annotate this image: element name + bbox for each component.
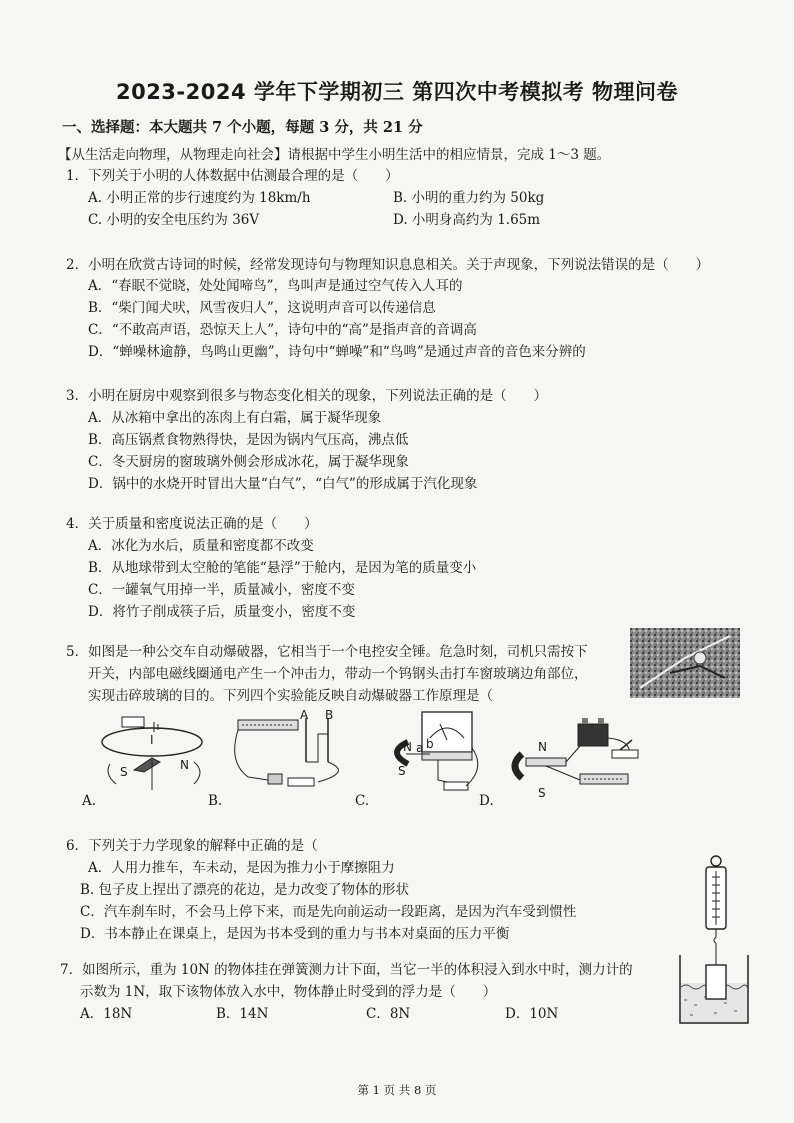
q5-option-c: C. — [355, 793, 370, 809]
q7-option-b: B．14N — [216, 1006, 269, 1022]
q2-stem: 2．小明在欣赏古诗词的时候，经常发现诗句与物理知识息息相关。关于声现象，下列说法错误的是（ ） — [66, 257, 710, 273]
q2-option-c: C．“不敢高声语，恐惊天上人”，诗句中的“高”是指声音的音调高 — [88, 322, 477, 338]
figure-a-oersted — [94, 712, 214, 802]
q7-line-1: 7．如图所示，重为 10N 的物体挂在弹簧测力计下面，当它一半的体积浸入到水中时，测力计的 — [60, 962, 633, 978]
figure-b-label-a: A — [300, 708, 309, 722]
figure-a-south-label: S — [120, 765, 128, 779]
q1-option-a: A. 小明正常的步行速度约为 18km/h — [88, 190, 311, 206]
q4-option-a: A．冰化为水后，质量和密度都不改变 — [88, 538, 314, 554]
q5-line-3: 实现击碎玻璃的目的。下列四个实验能反映自动爆破器工作原理是（ — [88, 688, 493, 704]
q3-option-a: A．从冰箱中拿出的冻肉上有白霜，属于凝华现象 — [88, 410, 382, 426]
spring-balance-figure — [672, 855, 754, 1030]
q5-line-2: 开关，内部电磁线圈通电产生一个冲击力，带动一个钨钢头击打车窗玻璃边角部位， — [88, 666, 588, 682]
q6-option-d: D．书本静止在课桌上，是因为书本受到的重力与书本对桌面的压力平衡 — [80, 926, 510, 942]
figure-b-apparatus — [228, 712, 358, 802]
q6-option-c: C．汽车刹车时，不会马上停下来，而是先向前运动一段距离，是因为汽车受到惯性 — [80, 904, 577, 920]
figure-c-label-a: a — [416, 741, 424, 755]
exam-title: 2023-2024 学年下学期初三 第四次中考模拟考 物理问卷 — [115, 80, 679, 104]
q6-stem: 6．下列关于力学现象的解释中正确的是（ — [66, 838, 318, 854]
figure-a-north-label: N — [180, 758, 189, 772]
figure-c-label-b: b — [426, 737, 434, 751]
q3-option-b: B．高压锅煮食物熟得快，是因为锅内气压高，沸点低 — [88, 432, 409, 448]
figure-c-north-label: N — [403, 740, 412, 754]
q4-stem: 4．关于质量和密度说法正确的是（ ） — [66, 516, 318, 532]
q5-line-1: 5．如图是一种公交车自动爆破器，它相当于一个电控安全锤。危急时刻，司机只需按下 — [66, 644, 588, 660]
q4-option-b: B．从地球带到太空舱的笔能“悬浮”于舱内，是因为笔的质量变小 — [88, 560, 477, 576]
figure-c-galvanometer — [378, 708, 488, 802]
q4-option-c: C．一罐氧气用掉一半，质量减小，密度不变 — [88, 582, 355, 598]
figure-c-south-label: S — [398, 764, 406, 778]
q6-option-a: A．人用力推车，车未动，是因为推力小于摩擦阻力 — [88, 860, 395, 876]
q1-stem: 1．下列关于小明的人体数据中估测最合理的是（ ） — [66, 168, 399, 184]
figure-a-current-label: I — [150, 733, 154, 747]
q6-option-b: B. 包子皮上捏出了漂亮的花边，是力改变了物体的形状 — [80, 882, 410, 898]
figure-d-apparatus — [500, 710, 650, 804]
q3-option-d: D．锅中的水烧开时冒出大量“白气”，“白气”的形成属于汽化现象 — [88, 476, 478, 492]
auto-breaker-photo — [630, 628, 740, 698]
q3-stem: 3．小明在厨房中观察到很多与物态变化相关的现象，下列说法正确的是（ ） — [66, 388, 548, 404]
figure-d-north-label: N — [538, 740, 547, 754]
q2-option-a: A．“春眠不觉晓，处处闻啼鸟”，鸟叫声是通过空气传入人耳的 — [88, 278, 463, 294]
q2-option-d: D．“蝉噪林逾静，鸟鸣山更幽”，诗句中“蝉噪”和“鸟鸣”是通过声音的音色来分辨的 — [88, 344, 586, 360]
q7-option-d: D．10N — [505, 1006, 559, 1022]
q1-option-c: C. 小明的安全电压约为 36V — [88, 212, 260, 228]
intro-text: 【从生活走向物理，从物理走向社会】请根据中学生小明生活中的相应情景，完成 1～3 题。 — [58, 147, 611, 163]
figure-b-label-b: B — [325, 708, 334, 722]
q7-line-2: 示数为 1N，取下该物体放入水中，物体静止时受到的浮力是（ ） — [80, 984, 497, 1000]
q3-option-c: C．冬天厨房的窗玻璃外侧会形成冰花，属于凝华现象 — [88, 454, 409, 470]
q4-option-d: D．将竹子削成筷子后，质量变小，密度不变 — [88, 604, 356, 620]
q5-option-a: A. — [82, 793, 97, 809]
figure-d-south-label: S — [538, 786, 546, 800]
q1-option-d: D. 小明身高约为 1.65m — [393, 212, 541, 228]
page-footer: 第 1 页 共 8 页 — [357, 1083, 437, 1097]
q5-option-b: B. — [208, 793, 223, 809]
q7-option-a: A．18N — [80, 1006, 133, 1022]
q7-option-c: C．8N — [366, 1006, 411, 1022]
q2-option-b: B．“柴门闻犬吠，风雪夜归人”，这说明声音可以传递信息 — [88, 300, 436, 316]
section-heading: 一、选择题：本大题共 7 个小题，每题 3 分，共 21 分 — [62, 119, 423, 136]
q1-option-b: B. 小明的重力约为 50kg — [393, 190, 545, 206]
q5-option-d: D. — [479, 793, 494, 809]
